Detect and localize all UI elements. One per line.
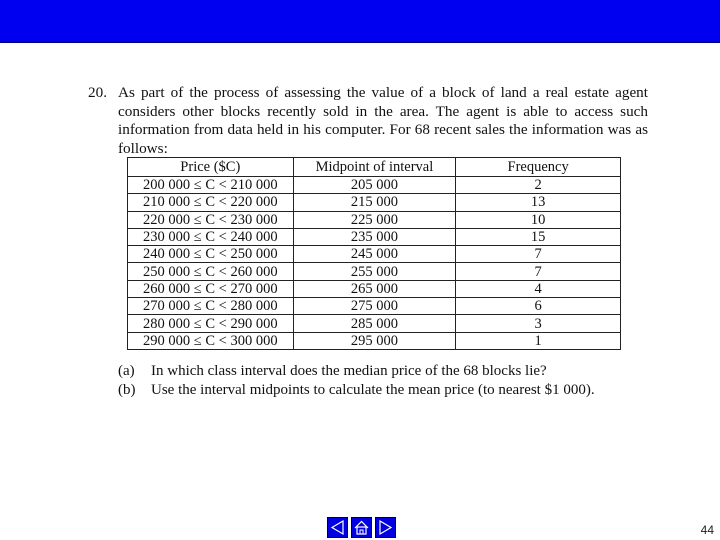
frequency-cell: 15: [456, 228, 621, 245]
next-button[interactable]: [375, 517, 396, 538]
data-table: [127, 157, 621, 350]
table-row: [128, 194, 621, 211]
table-row: [128, 298, 621, 315]
midpoint-cell: 215 000: [293, 194, 456, 211]
price-cell: 240 000 ≤ C < 250 000: [128, 246, 294, 263]
question-number: 20.: [88, 84, 107, 101]
price-cell: 280 000 ≤ C < 290 000: [128, 315, 294, 332]
question: [88, 84, 648, 158]
price-cell: 270 000 ≤ C < 280 000: [128, 298, 294, 315]
frequency-cell: 3: [456, 315, 621, 332]
home-icon: [353, 519, 370, 536]
table-row: [128, 332, 621, 349]
part-b: [118, 381, 595, 400]
table-row: [128, 246, 621, 263]
frequency-cell: 13: [456, 194, 621, 211]
part-text: In which class interval does the median price of the 68 blocks lie?: [151, 363, 547, 379]
price-cell: 260 000 ≤ C < 270 000: [128, 280, 294, 297]
question-text: As part of the process of assessing the value of a block of land a real estate agent considers other blocks recently sold in the area. The agent is able to access such information from data held in his computer. For 68 recent sales the information was as follows:: [118, 84, 648, 157]
frequency-cell: 4: [456, 280, 621, 297]
midpoint-cell: 285 000: [293, 315, 456, 332]
price-cell: 250 000 ≤ C < 260 000: [128, 263, 294, 280]
right-arrow-icon: [377, 519, 394, 536]
part-label: (a): [118, 363, 135, 379]
frequency-cell: 10: [456, 211, 621, 228]
price-cell: 200 000 ≤ C < 210 000: [128, 177, 294, 194]
page-number: 44: [700, 523, 714, 537]
frequency-cell: 2: [456, 177, 621, 194]
part-text: Use the interval midpoints to calculate the mean price (to nearest $1 000).: [151, 382, 595, 398]
price-cell: 230 000 ≤ C < 240 000: [128, 228, 294, 245]
table-row: [128, 228, 621, 245]
part-a: [118, 362, 595, 381]
table-row: [128, 280, 621, 297]
home-button[interactable]: [351, 517, 372, 538]
price-cell: 290 000 ≤ C < 300 000: [128, 332, 294, 349]
midpoint-cell: 265 000: [293, 280, 456, 297]
price-cell: 220 000 ≤ C < 230 000: [128, 211, 294, 228]
frequency-cell: 6: [456, 298, 621, 315]
left-arrow-icon: [329, 519, 346, 536]
price-cell: 210 000 ≤ C < 220 000: [128, 194, 294, 211]
midpoint-cell: 295 000: [293, 332, 456, 349]
question-parts: [118, 362, 595, 400]
table-row: [128, 211, 621, 228]
midpoint-cell: 275 000: [293, 298, 456, 315]
header-price: Price ($C): [128, 158, 294, 177]
part-label: (b): [118, 382, 136, 398]
midpoint-cell: 235 000: [293, 228, 456, 245]
frequency-cell: 1: [456, 332, 621, 349]
previous-button[interactable]: [327, 517, 348, 538]
midpoint-cell: 245 000: [293, 246, 456, 263]
header-frequency: Frequency: [456, 158, 621, 177]
table-row: [128, 263, 621, 280]
midpoint-cell: 205 000: [293, 177, 456, 194]
header-midpoint: Midpoint of interval: [293, 158, 456, 177]
midpoint-cell: 255 000: [293, 263, 456, 280]
table-row: [128, 177, 621, 194]
header-bar: [0, 0, 720, 43]
frequency-cell: 7: [456, 263, 621, 280]
midpoint-cell: 225 000: [293, 211, 456, 228]
frequency-cell: 7: [456, 246, 621, 263]
table-row: [128, 315, 621, 332]
